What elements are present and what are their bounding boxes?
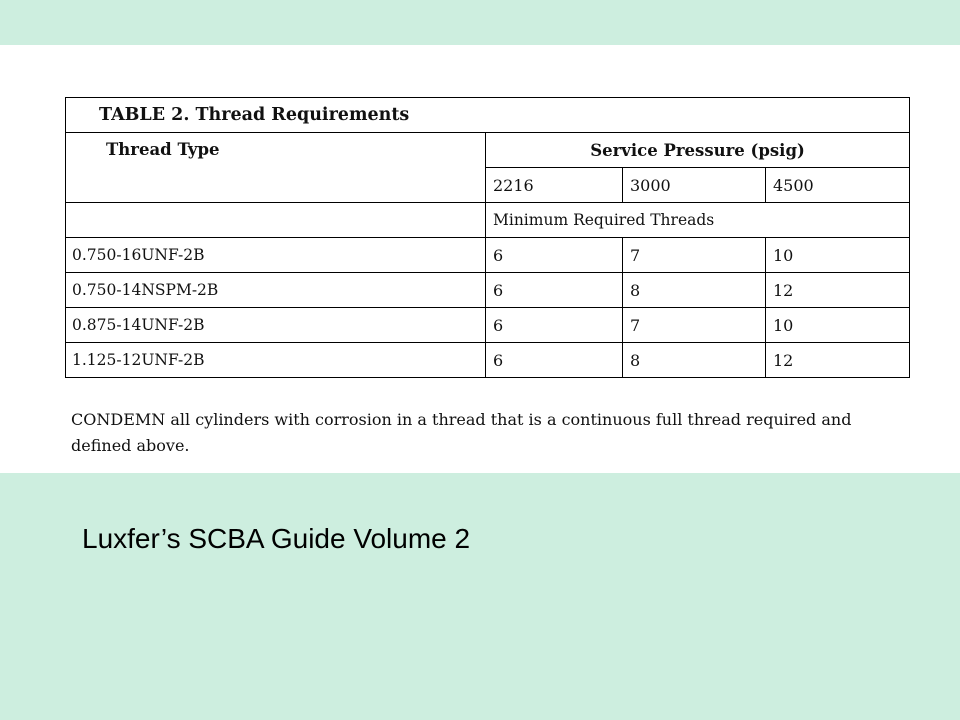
table-title: TABLE 2. Thread Requirements (66, 98, 910, 133)
empty-cell (66, 203, 486, 238)
thread-spec: 0.750-16UNF-2B (66, 238, 486, 273)
thread-spec: 0.875-14UNF-2B (66, 308, 486, 343)
table-title-row (66, 98, 910, 133)
minimum-threads-subheader: Minimum Required Threads (486, 203, 910, 238)
thread-count: 12 (766, 343, 910, 378)
service-pressure-header: Service Pressure (psig) (486, 133, 910, 168)
subheader-row (66, 203, 910, 238)
thread-count: 6 (486, 273, 623, 308)
thread-count: 7 (623, 308, 766, 343)
thread-requirements-table (65, 97, 910, 378)
thread-count: 10 (766, 238, 910, 273)
table-row (66, 273, 910, 308)
condemn-note: CONDEMN all cylinders with corrosion in a thread that is a continuous full thread required and defined above. (71, 410, 852, 455)
table-row (66, 238, 910, 273)
pressure-2216: 2216 (486, 168, 623, 203)
thread-count: 6 (486, 308, 623, 343)
thread-type-header: Thread Type (66, 133, 486, 203)
slide-footer-title: Luxfer’s SCBA Guide Volume 2 (82, 523, 471, 554)
thread-count: 6 (486, 238, 623, 273)
thread-count: 10 (766, 308, 910, 343)
table-row (66, 308, 910, 343)
thread-count: 8 (623, 273, 766, 308)
table-row (66, 343, 910, 378)
pressure-4500: 4500 (766, 168, 910, 203)
thread-count: 7 (623, 238, 766, 273)
thread-spec: 0.750-14NSPM-2B (66, 273, 486, 308)
thread-count: 8 (623, 343, 766, 378)
top-band (0, 0, 960, 45)
thread-count: 12 (766, 273, 910, 308)
thread-count: 6 (486, 343, 623, 378)
document-panel (0, 45, 960, 473)
thread-spec: 1.125-12UNF-2B (66, 343, 486, 378)
table-header-row (66, 133, 910, 168)
pressure-3000: 3000 (623, 168, 766, 203)
